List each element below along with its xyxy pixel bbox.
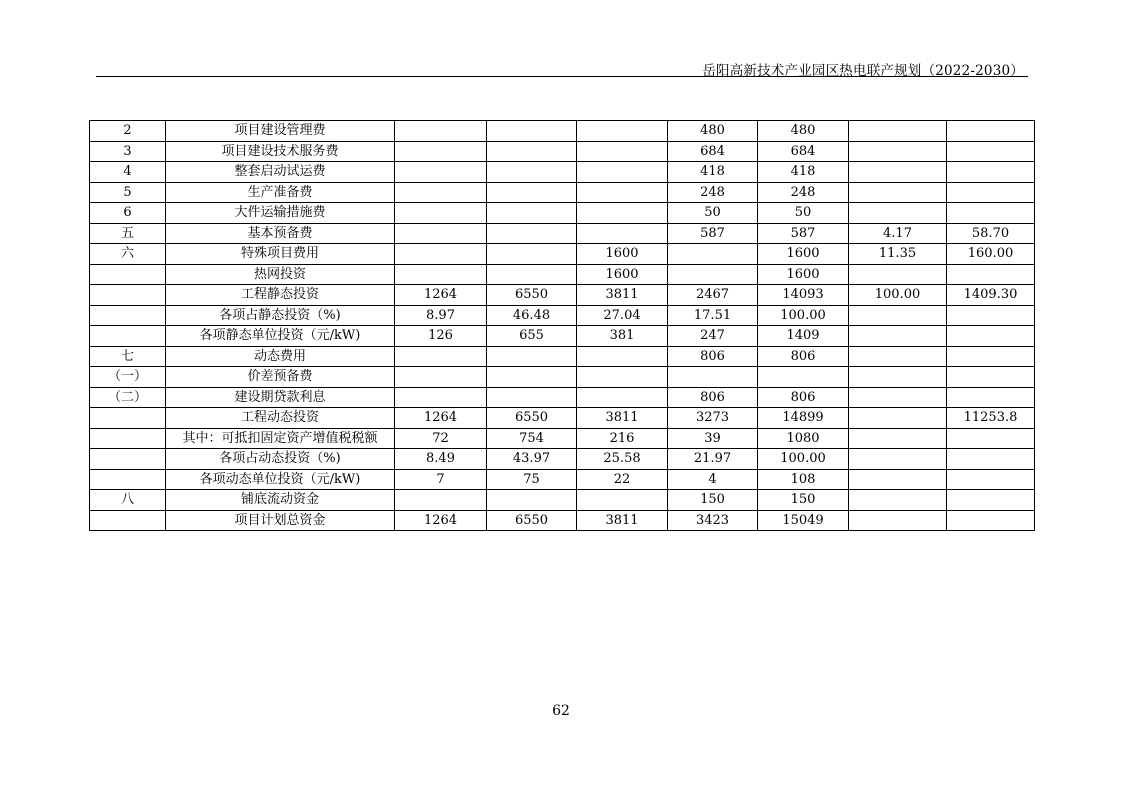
table-cell: 17.51	[668, 305, 758, 326]
table-cell	[849, 203, 947, 224]
table-cell: 25.58	[577, 449, 668, 470]
table-cell	[758, 367, 849, 388]
table-cell	[487, 346, 577, 367]
table-cell: 1600	[758, 244, 849, 265]
table-cell: 项目建设技术服务费	[166, 141, 395, 162]
table-cell: 11253.8	[947, 408, 1035, 429]
table-cell: 8.49	[395, 449, 487, 470]
table-cell: （二）	[90, 387, 166, 408]
table-row	[90, 162, 1035, 183]
table-row	[90, 428, 1035, 449]
table-cell	[395, 367, 487, 388]
table-cell	[395, 387, 487, 408]
table-cell: 14093	[758, 285, 849, 306]
table-row	[90, 326, 1035, 347]
table-cell: 587	[668, 223, 758, 244]
table-cell	[849, 428, 947, 449]
header-divider	[96, 76, 1028, 77]
table-cell	[487, 162, 577, 183]
table-cell: 价差预备费	[166, 367, 395, 388]
table-cell	[577, 182, 668, 203]
table-cell	[487, 490, 577, 511]
table-cell	[395, 223, 487, 244]
table-cell: 1080	[758, 428, 849, 449]
investment-table	[89, 120, 1035, 531]
table-cell: 热网投资	[166, 264, 395, 285]
table-cell	[395, 490, 487, 511]
table-cell	[487, 182, 577, 203]
table-cell: 工程静态投资	[166, 285, 395, 306]
table-cell	[90, 264, 166, 285]
table-cell	[577, 223, 668, 244]
table-cell: 5	[90, 182, 166, 203]
table-cell	[90, 408, 166, 429]
table-cell	[668, 367, 758, 388]
table-cell: 大件运输措施费	[166, 203, 395, 224]
table-cell	[395, 141, 487, 162]
table-cell: 3811	[577, 408, 668, 429]
table-cell: 生产准备费	[166, 182, 395, 203]
table-cell	[90, 428, 166, 449]
table-cell: 684	[668, 141, 758, 162]
table-cell: 6550	[487, 285, 577, 306]
table-cell: 七	[90, 346, 166, 367]
table-cell: 3423	[668, 510, 758, 531]
table-cell: 4	[668, 469, 758, 490]
table-cell	[947, 367, 1035, 388]
table-row	[90, 244, 1035, 265]
table-cell: 1264	[395, 510, 487, 531]
table-cell: 4.17	[849, 223, 947, 244]
table-cell	[577, 367, 668, 388]
table-cell	[849, 121, 947, 142]
table-cell: 7	[395, 469, 487, 490]
table-cell: 1264	[395, 285, 487, 306]
table-cell	[947, 428, 1035, 449]
table-cell: 587	[758, 223, 849, 244]
table-cell	[849, 510, 947, 531]
table-cell	[947, 326, 1035, 347]
table-cell	[487, 367, 577, 388]
table-cell	[947, 162, 1035, 183]
table-cell: 基本预备费	[166, 223, 395, 244]
table-cell	[487, 244, 577, 265]
table-cell: 各项动态单位投资（元/kW)	[166, 469, 395, 490]
table-cell	[849, 449, 947, 470]
table-cell: 50	[758, 203, 849, 224]
table-cell	[90, 510, 166, 531]
table-cell: 22	[577, 469, 668, 490]
table-cell: 150	[668, 490, 758, 511]
table-cell: 工程动态投资	[166, 408, 395, 429]
table-cell	[90, 326, 166, 347]
table-cell: 1600	[758, 264, 849, 285]
table-cell: 3811	[577, 285, 668, 306]
table-cell: 43.97	[487, 449, 577, 470]
table-cell	[849, 141, 947, 162]
table-cell	[487, 223, 577, 244]
table-cell	[849, 326, 947, 347]
table-cell	[849, 367, 947, 388]
table-cell: 108	[758, 469, 849, 490]
table-cell: 418	[758, 162, 849, 183]
table-cell	[947, 121, 1035, 142]
table-cell: 动态费用	[166, 346, 395, 367]
table-cell: 六	[90, 244, 166, 265]
table-row	[90, 264, 1035, 285]
table-cell: 3	[90, 141, 166, 162]
table-cell	[849, 162, 947, 183]
table-cell	[947, 346, 1035, 367]
table-cell: 1264	[395, 408, 487, 429]
table-cell: 100.00	[849, 285, 947, 306]
table-cell: 160.00	[947, 244, 1035, 265]
table-row	[90, 469, 1035, 490]
table-cell	[395, 182, 487, 203]
table-cell: 684	[758, 141, 849, 162]
table-cell: 4	[90, 162, 166, 183]
table-cell: 72	[395, 428, 487, 449]
table-cell: 150	[758, 490, 849, 511]
table-cell	[947, 141, 1035, 162]
table-cell	[395, 264, 487, 285]
table-cell: 五	[90, 223, 166, 244]
table-row	[90, 387, 1035, 408]
table-cell: 100.00	[758, 305, 849, 326]
table-cell: 381	[577, 326, 668, 347]
table-cell: 100.00	[758, 449, 849, 470]
table-row	[90, 510, 1035, 531]
table-cell	[487, 387, 577, 408]
table-cell: 15049	[758, 510, 849, 531]
table-cell: 八	[90, 490, 166, 511]
table-cell	[395, 162, 487, 183]
table-row	[90, 449, 1035, 470]
table-cell	[90, 305, 166, 326]
table-cell	[577, 490, 668, 511]
table-cell: 806	[668, 387, 758, 408]
table-cell: 项目计划总资金	[166, 510, 395, 531]
table-cell	[849, 490, 947, 511]
table-cell	[849, 182, 947, 203]
table-cell	[947, 203, 1035, 224]
table-cell: 建设期贷款利息	[166, 387, 395, 408]
table-cell: 11.35	[849, 244, 947, 265]
table-cell	[487, 264, 577, 285]
table-cell	[849, 264, 947, 285]
table-cell: （一）	[90, 367, 166, 388]
table-row	[90, 408, 1035, 429]
table-cell: 1409.30	[947, 285, 1035, 306]
table-cell: 480	[668, 121, 758, 142]
table-cell	[577, 346, 668, 367]
table-cell: 特殊项目费用	[166, 244, 395, 265]
table-body	[90, 121, 1035, 531]
table-row	[90, 182, 1035, 203]
table-cell	[668, 264, 758, 285]
table-cell: 75	[487, 469, 577, 490]
table-cell: 480	[758, 121, 849, 142]
table-cell: 216	[577, 428, 668, 449]
table-cell	[577, 121, 668, 142]
table-cell	[849, 408, 947, 429]
table-row	[90, 346, 1035, 367]
table-cell: 248	[758, 182, 849, 203]
table-cell	[577, 162, 668, 183]
table-cell	[947, 182, 1035, 203]
table-cell: 各项静态单位投资（元/kW)	[166, 326, 395, 347]
table-cell: 418	[668, 162, 758, 183]
table-cell	[849, 469, 947, 490]
table-cell: 6	[90, 203, 166, 224]
table-cell: 39	[668, 428, 758, 449]
table-cell: 46.48	[487, 305, 577, 326]
table-cell	[577, 387, 668, 408]
table-cell: 754	[487, 428, 577, 449]
table-cell	[947, 264, 1035, 285]
table-cell: 其中：可抵扣固定资产增值税税额	[166, 428, 395, 449]
table-cell: 各项占动态投资（%)	[166, 449, 395, 470]
table-cell	[487, 121, 577, 142]
table-cell	[90, 469, 166, 490]
table-cell: 655	[487, 326, 577, 347]
table-row	[90, 141, 1035, 162]
table-cell: 247	[668, 326, 758, 347]
table-cell: 8.97	[395, 305, 487, 326]
table-cell	[395, 346, 487, 367]
table-cell: 248	[668, 182, 758, 203]
table-cell: 3811	[577, 510, 668, 531]
table-row	[90, 223, 1035, 244]
table-cell	[947, 305, 1035, 326]
table-row	[90, 285, 1035, 306]
page-number: 62	[552, 703, 570, 719]
table-cell: 50	[668, 203, 758, 224]
table-cell: 2	[90, 121, 166, 142]
table-cell: 14899	[758, 408, 849, 429]
table-cell: 铺底流动资金	[166, 490, 395, 511]
table-cell	[947, 387, 1035, 408]
table-cell: 6550	[487, 510, 577, 531]
table-cell: 27.04	[577, 305, 668, 326]
table-cell: 58.70	[947, 223, 1035, 244]
table-cell: 1409	[758, 326, 849, 347]
table-cell	[947, 449, 1035, 470]
table-cell: 3273	[668, 408, 758, 429]
table-cell	[947, 490, 1035, 511]
table-row	[90, 121, 1035, 142]
table-cell	[947, 469, 1035, 490]
table-cell: 6550	[487, 408, 577, 429]
table-cell	[668, 244, 758, 265]
table-cell	[487, 203, 577, 224]
table-cell	[487, 141, 577, 162]
table-cell	[947, 510, 1035, 531]
table-cell: 项目建设管理费	[166, 121, 395, 142]
table-cell: 126	[395, 326, 487, 347]
table-cell	[577, 203, 668, 224]
table-cell	[90, 285, 166, 306]
table-cell: 806	[758, 346, 849, 367]
table-cell: 1600	[577, 264, 668, 285]
table-cell	[395, 121, 487, 142]
table-cell: 806	[668, 346, 758, 367]
table-row	[90, 367, 1035, 388]
table-row	[90, 305, 1035, 326]
table-row	[90, 490, 1035, 511]
table-cell	[395, 203, 487, 224]
table-cell	[90, 449, 166, 470]
table-cell	[395, 244, 487, 265]
table-cell	[577, 141, 668, 162]
table-cell: 1600	[577, 244, 668, 265]
table-cell	[849, 305, 947, 326]
table-row	[90, 203, 1035, 224]
table-cell	[849, 346, 947, 367]
table-cell: 2467	[668, 285, 758, 306]
table-cell: 806	[758, 387, 849, 408]
table-cell: 21.97	[668, 449, 758, 470]
table-cell: 各项占静态投资（%)	[166, 305, 395, 326]
table-cell	[849, 387, 947, 408]
document-header-title: 岳阳高新技术产业园区热电联产规划（2022-2030）	[702, 63, 1024, 79]
table-cell: 整套启动试运费	[166, 162, 395, 183]
